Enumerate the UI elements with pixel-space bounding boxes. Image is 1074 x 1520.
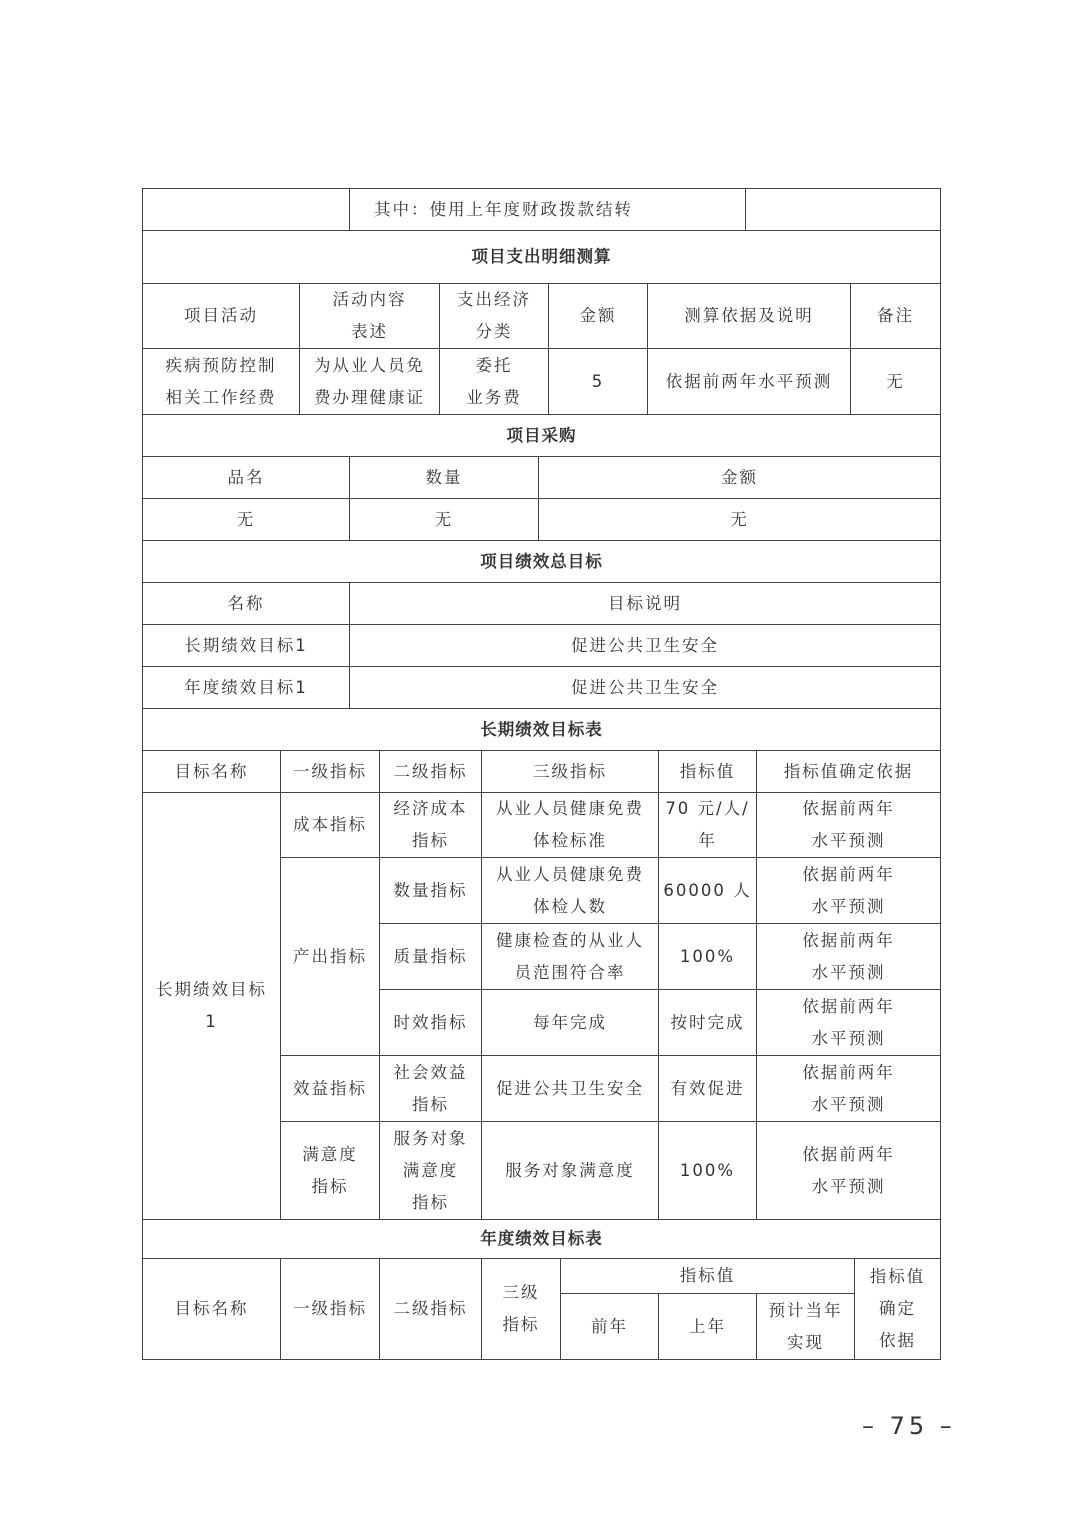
column-header: 指标值确定依据 xyxy=(756,750,941,793)
table-cell: 年度绩效目标1 xyxy=(142,666,350,709)
empty-cell xyxy=(142,188,350,231)
column-subheader: 上年 xyxy=(658,1293,757,1360)
column-header: 三级指标 xyxy=(481,750,659,793)
level1-indicator: 产出指标 xyxy=(280,857,380,1056)
table-cell: 依据前两年 水平预测 xyxy=(756,792,941,858)
table-cell: 长期绩效目标1 xyxy=(142,624,350,667)
table-cell: 为从业人员免 费办理健康证 xyxy=(299,348,440,415)
column-header: 数量 xyxy=(349,456,539,499)
table-cell: 从业人员健康免费 体检标准 xyxy=(481,792,659,858)
section-title: 项目支出明细测算 xyxy=(142,230,941,284)
table-cell: 数量指标 xyxy=(379,857,482,924)
table-cell: 时效指标 xyxy=(379,989,482,1056)
column-header: 目标名称 xyxy=(142,750,281,793)
section-title: 长期绩效目标表 xyxy=(142,708,941,751)
column-header: 备注 xyxy=(850,283,941,349)
table-cell: 促进公共卫生安全 xyxy=(349,666,941,709)
column-header: 指标值 xyxy=(658,750,757,793)
column-header: 金额 xyxy=(538,456,941,499)
column-header: 目标名称 xyxy=(142,1258,281,1360)
page-number: – 75 – xyxy=(862,1412,956,1440)
column-subheader: 预计当年 实现 xyxy=(756,1293,855,1360)
table-cell: 有效促进 xyxy=(658,1055,757,1122)
column-header: 三级 指标 xyxy=(481,1258,561,1360)
table-cell: 70 元/人/ 年 xyxy=(658,792,757,858)
column-header: 金额 xyxy=(548,283,648,349)
table-cell: 100% xyxy=(658,1121,757,1220)
table-cell: 经济成本 指标 xyxy=(379,792,482,858)
carryover-label: 其中：使用上年度财政拨款结转 xyxy=(349,188,746,231)
table-cell: 5 xyxy=(548,348,648,415)
goal-name-cell: 长期绩效目标 1 xyxy=(142,792,281,1220)
table-cell: 无 xyxy=(349,498,539,541)
table-cell: 每年完成 xyxy=(481,989,659,1056)
column-header: 测算依据及说明 xyxy=(647,283,851,349)
table-cell: 依据前两年 水平预测 xyxy=(756,923,941,990)
table-cell: 依据前两年 水平预测 xyxy=(756,1121,941,1220)
column-header: 项目活动 xyxy=(142,283,300,349)
table-cell: 依据前两年水平预测 xyxy=(647,348,851,415)
column-header: 活动内容 表述 xyxy=(299,283,440,349)
carryover-value xyxy=(745,188,941,231)
table-cell: 按时完成 xyxy=(658,989,757,1056)
table-cell: 服务对象满意度 xyxy=(481,1121,659,1220)
column-header: 指标值 确定 依据 xyxy=(854,1258,941,1360)
column-header: 一级指标 xyxy=(280,1258,380,1360)
column-header: 支出经济 分类 xyxy=(439,283,549,349)
table-cell: 依据前两年 水平预测 xyxy=(756,989,941,1056)
table-cell: 委托 业务费 xyxy=(439,348,549,415)
section-title: 项目采购 xyxy=(142,414,941,457)
table-cell: 依据前两年 水平预测 xyxy=(756,857,941,924)
column-header: 指标值 xyxy=(560,1258,855,1294)
section-title: 项目绩效总目标 xyxy=(142,540,941,583)
table-cell: 无 xyxy=(142,498,350,541)
table-cell: 健康检查的从业人 员范围符合率 xyxy=(481,923,659,990)
table-cell: 社会效益 指标 xyxy=(379,1055,482,1122)
column-header: 品名 xyxy=(142,456,350,499)
table-cell: 质量指标 xyxy=(379,923,482,990)
column-subheader: 前年 xyxy=(560,1293,659,1360)
table-cell: 从业人员健康免费 体检人数 xyxy=(481,857,659,924)
column-header: 目标说明 xyxy=(349,582,941,625)
table-cell: 疾病预防控制 相关工作经费 xyxy=(142,348,300,415)
level1-indicator: 成本指标 xyxy=(280,792,380,858)
section-title: 年度绩效目标表 xyxy=(142,1219,941,1259)
table-cell: 依据前两年 水平预测 xyxy=(756,1055,941,1122)
table-cell: 无 xyxy=(538,498,941,541)
table-cell: 100% xyxy=(658,923,757,990)
table-cell: 60000 人 xyxy=(658,857,757,924)
table-cell: 促进公共卫生安全 xyxy=(349,624,941,667)
table-cell: 促进公共卫生安全 xyxy=(481,1055,659,1122)
column-header: 二级指标 xyxy=(379,1258,482,1360)
level1-indicator: 效益指标 xyxy=(280,1055,380,1122)
column-header: 一级指标 xyxy=(280,750,380,793)
column-header: 名称 xyxy=(142,582,350,625)
column-header: 二级指标 xyxy=(379,750,482,793)
level1-indicator: 满意度 指标 xyxy=(280,1121,380,1220)
table-cell: 服务对象 满意度 指标 xyxy=(379,1121,482,1220)
table-cell: 无 xyxy=(850,348,941,415)
